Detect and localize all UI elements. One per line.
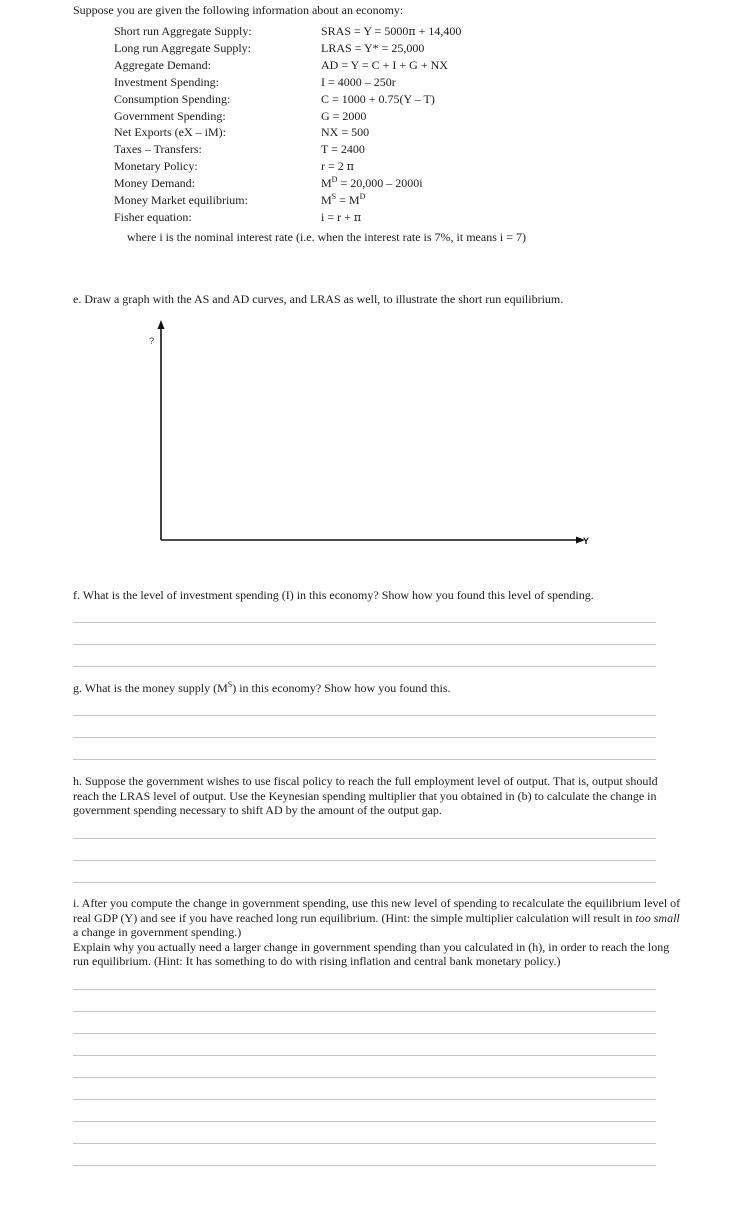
answer-line (73, 1033, 656, 1034)
definition-label: Investment Spending: (114, 75, 219, 89)
definition-equation: i = r + π (321, 210, 362, 224)
definition-equation: G = 2000 (321, 109, 367, 123)
answer-line (73, 666, 656, 667)
definition-label: Long run Aggregate Supply: (114, 41, 251, 55)
y-axis (158, 320, 165, 540)
answer-line (73, 737, 656, 738)
answer-line (73, 1165, 656, 1166)
x-axis (161, 537, 585, 544)
blank-graph (140, 318, 600, 553)
definition-label: Consumption Spending: (114, 92, 231, 106)
answer-line (73, 1077, 656, 1078)
question-g: g. What is the money supply $(M^S)$ in this economy? Show how you found this. (73, 680, 451, 695)
definition-equation: T = 2400 (321, 142, 365, 156)
definition-equation: AD = Y = C + I + G + NX (321, 58, 448, 72)
answer-line (73, 989, 656, 990)
definition-label: Money Market equilibrium: (114, 193, 248, 207)
answer-line (73, 644, 656, 645)
definition-equation: I = 4000 – 250r (321, 75, 396, 89)
definition-label: Fisher equation: (114, 210, 192, 224)
question-h: h. Suppose the government wishes to use fiscal policy to reach the full employment level of output. That is, output should reach the LRAS level of output. Use the Keynesian spending multiplier that you obtained in (b) to calculate the change in government spending necessary to shift AD by the amount of the output gap. (73, 774, 658, 817)
definition-equation: NX = 500 (321, 125, 370, 139)
answer-line (73, 860, 656, 861)
definition-label: Government Spending: (114, 109, 226, 123)
answer-line (73, 1055, 656, 1056)
answer-line (73, 882, 656, 883)
question-f: f. What is the level of investment spending (I) in this economy? Show how you found this level of spending. (73, 588, 594, 602)
answer-line (73, 1121, 656, 1122)
definition-equation: $M^D = 20,000 - 2000i$ (321, 175, 423, 190)
intro-text: Suppose you are given the following information about an economy: (73, 3, 404, 17)
definition-label: Monetary Policy: (114, 159, 198, 173)
answer-line (73, 1011, 656, 1012)
question-i: i. After you compute the change in government spending, use this new level of spending to recalculate the equilibrium level of real GDP (Y) and see if you have reached long run equilibrium. (Hint: the simple multiplier calculation will result in too small a change in government spending.) Explain why you actually need a larger change in government spending than you calculated in (h), in order to reach the long run equilibrium. (Hint: It has something to do with rising inflation and central bank monetary policy.) (73, 896, 681, 968)
definition-label: Money Demand: (114, 176, 195, 190)
answer-line (73, 759, 656, 760)
answer-line (73, 838, 656, 839)
y-axis-label: ? (149, 336, 155, 346)
definition-equation: C = 1000 + 0.75(Y – T) (321, 92, 435, 106)
answer-line (73, 622, 656, 623)
definition-equation: SRAS = Y = 5000π + 14,400 (321, 24, 462, 38)
question-e: e. Draw a graph with the AS and AD curves, and LRAS as well, to illustrate the short run equilibrium. (73, 292, 564, 306)
definition-equation: LRAS = Y* = 25,000 (321, 41, 425, 55)
definition-label: Taxes – Transfers: (114, 142, 202, 156)
definition-equation: $M^S = M^D$ (321, 192, 366, 207)
answer-line (73, 1143, 656, 1144)
x-axis-label: Y (583, 536, 590, 546)
definition-label: Short run Aggregate Supply: (114, 24, 252, 38)
definition-label: Aggregate Demand: (114, 58, 211, 72)
answer-line (73, 1099, 656, 1100)
definition-label: Net Exports (eX – iM): (114, 125, 226, 139)
definition-equation: r = 2 π (321, 159, 354, 173)
where-note: where i is the nominal interest rate (i.e. when the interest rate is 7%, it means i = 7) (127, 230, 526, 244)
answer-line (73, 715, 656, 716)
